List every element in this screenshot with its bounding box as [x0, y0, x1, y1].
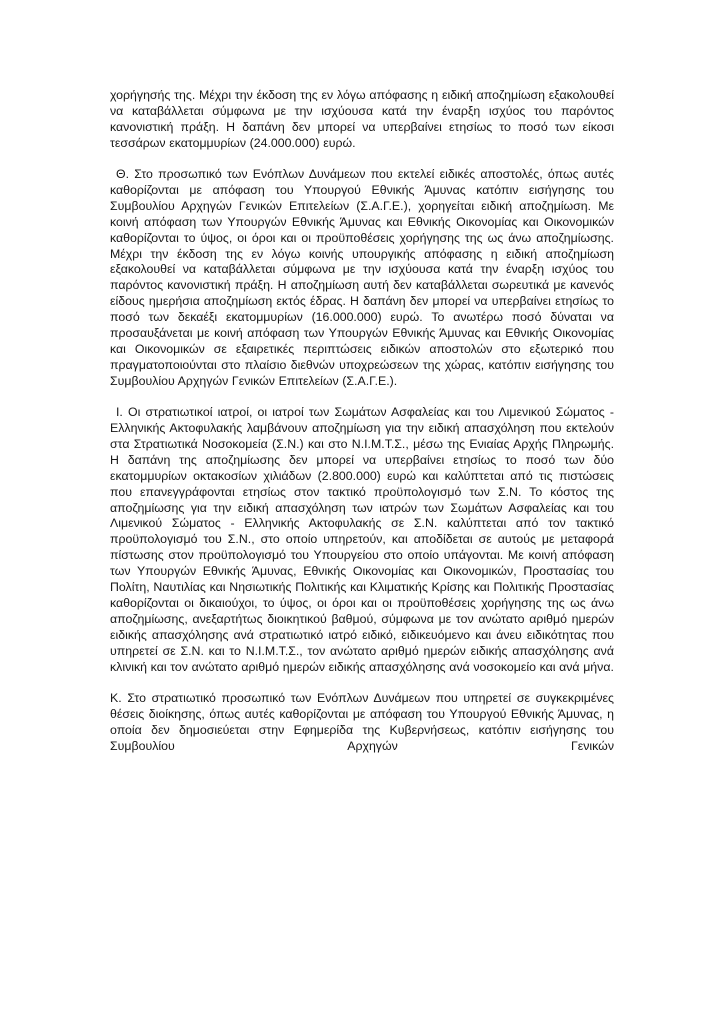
document-body: [110, 88, 614, 755]
paragraph-kappa: Κ. Στο στρατιωτικό προσωπικό των Ενόπλων Δυνάμεων που υπηρετεί σε συγκεκριμένες θέσεις διοίκησης, όπως αυτές καθορίζονται με απόφαση του Υπουργού Εθνικής Άμυνας, η οποία δεν δημοσιεύεται στην Εφημερίδα της Κυβερνήσεως, κατόπιν εισήγησης του Συμβουλίου Αρχηγών Γενικών: [110, 690, 614, 753]
paragraph-iota: Ι. Οι στρατιωτικοί ιατροί, οι ιατροί των Σωμάτων Ασφαλείας και του Λιμενικού Σώματος - Ελληνικής Ακτοφυλακής λαμβάνουν αποζημίωση για την ειδική απασχόληση που εκτελούν στα Στρατιωτικά Νοσοκομεία (Σ.Ν.) και στο Ν.Ι.Μ.Τ.Σ., μέσω της Ενιαίας Αρχής Πληρωμής. Η δαπάνη της αποζημίωσης δεν μπορεί να υπερβαίνει ετησίως το ποσό των δύο εκατομμυρίων οκτακοσίων χιλιάδων (2.800.000) ευρώ και καλύπτεται από τις πιστώσεις που επανεγγράφονται ετησίως στον τακτικό προϋπολογισμό των Σ.Ν. Το κόστος της αποζημίωσης για την ειδική απασχόληση των ιατρών των Σωμάτων Ασφαλείας και του Λιμενικού Σώματος - Ελληνικής Ακτοφυλακής σε Σ.Ν. καλύπτεται από τον τακτικό προϋπολογισμό του Σ.Ν., στο οποίο υπηρετούν, και αποδίδεται σε αυτούς με μεταφορά πίστωσης στον προϋπολογισμό του Υπουργείου στο οποίο υπάγονται. Με κοινή απόφαση των Υπουργών Εθνικής Άμυνας, Εθνικής Οικονομίας και Οικονομικών, Προστασίας του Πολίτη, Ναυτιλίας και Νησιωτικής Πολιτικής και Κλιματικής Κρίσης και Πολιτικής Προστασίας καθορίζονται οι δικαιούχοι, το ύψος, οι όροι και οι προϋποθέσεις χορήγησης της ως άνω αποζημίωσης, ανεξαρτήτως διοικητικού βαθμού, σύμφωνα με τον ανώτατο αριθμό ημερών ειδικής απασχόλησης ανά στρατιωτικό ιατρό ειδικό, ειδικευόμενο και άνευ ειδικότητας που υπηρετεί σε Σ.Ν. και το Ν.Ι.Μ.Τ.Σ., τον ανώτατο αριθμό ημερών ειδικής απασχόλησης ανά κλινική και τον ανώτατο αριθμό ημερών ειδικής απασχόλησης ανά νοσοκομείο και ανά μήνα.: [110, 405, 614, 674]
paragraph-theta: Θ. Στο προσωπικό των Ενόπλων Δυνάμεων που εκτελεί ειδικές αποστολές, όπως αυτές καθορίζονται με απόφαση του Υπουργού Εθνικής Άμυνας κατόπιν εισήγησης του Συμβουλίου Αρχηγών Γενικών Επιτελείων (Σ.Α.Γ.Ε.), χορηγείται ειδική αποζημίωση. Με κοινή απόφαση των Υπουργών Εθνικής Άμυνας και Εθνικής Οικονομίας και Οικονομικών καθορίζονται το ύψος, οι όροι και οι προϋποθέσεις χορήγησης της ως άνω αποζημίωσης. Μέχρι την έκδοση της εν λόγω κοινής υπουργικής απόφασης η ειδική αποζημίωση εξακολουθεί να καταβάλλεται σύμφωνα με την ισχύουσα κατά την έναρξη ισχύος του παρόντος κανονιστική πράξη. Η αποζημίωση αυτή δεν καταβάλλεται σωρευτικά με κανενός είδους ημερήσια αποζημίωση εκτός έδρας. Η δαπάνη δεν μπορεί να υπερβαίνει ετησίως το ποσό των δεκαέξι εκατομμυρίων (16.000.000) ευρώ. Το ανωτέρω ποσό δύναται να προσαυξάνεται με κοινή απόφαση των Υπουργών Εθνικής Άμυνας και Εθνικής Οικονομίας και Οικονομικών σε εξαιρετικές περιπτώσεις ειδικών αποστολών στο εξωτερικό που πραγματοποιούνται στο πλαίσιο διεθνών υποχρεώσεων της χώρας, κατόπιν εισήγησης του Συμβουλίου Αρχηγών Γενικών Επιτελείων (Σ.Α.Γ.Ε.).: [110, 167, 614, 388]
paragraph-continuation: χορήγησής της. Μέχρι την έκδοση της εν λόγω απόφασης η ειδική αποζημίωση εξακολουθεί να καταβάλλεται σύμφωνα με την ισχύουσα κατά την έναρξη ισχύος του παρόντος κανονιστική πράξη. Η δαπάνη δεν μπορεί να υπερβαίνει ετησίως το ποσό των είκοσι τεσσάρων εκατομμυρίων (24.000.000) ευρώ.: [110, 88, 614, 150]
